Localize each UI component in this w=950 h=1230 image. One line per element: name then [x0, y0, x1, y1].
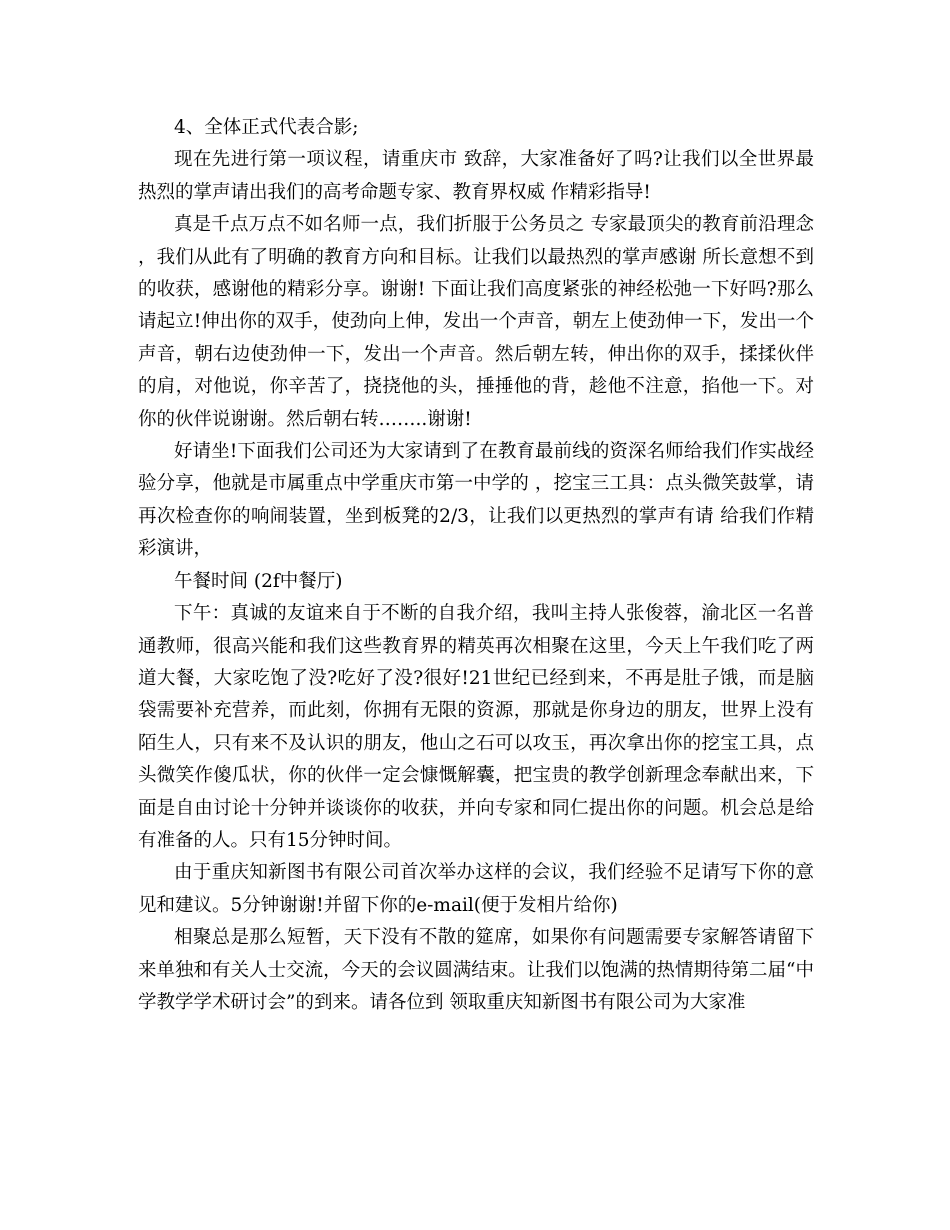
document-body — [138, 112, 814, 1019]
paragraph-afternoon-introduction: 下午：真诚的友谊来自于不断的自我介绍，我叫主持人张俊蓉，渝北区一名普通教师，很高兴能和我们这些教育界的精英再次相聚在这里，今天上午我们吃了两道大餐，大家吃饱了没?吃好了没?很好!21世纪已经到来，不再是肚子饿，而是脑袋需要补充营养，而此刻，你拥有无限的资源，那就是你身边的朋友，世界上没有陌生人，只有来不及认识的朋友，他山之石可以攻玉，再次拿出你的挖宝工具，点头微笑作傻瓜状，你的伙伴一定会慷慨解囊，把宝贵的教学创新理念奉献出来，下面是自由讨论十分钟并谈谈你的收获，并向专家和同仁提出你的问题。机会总是给有准备的人。只有15分钟时间。 — [138, 603, 814, 851]
paragraph-teacher-sharing: 好请坐!下面我们公司还为大家请到了在教育最前线的资深名师给我们作实战经验分享，他就是市属重点中学重庆市第一中学的 ，挖宝三工具：点头微笑鼓掌，请再次检查你的响闹装置，坐到板凳的2/3，让我们以更热烈的掌声有请 给我们作精彩演讲， — [138, 441, 814, 560]
paragraph-thanks-and-stretch: 真是千点万点不如名师一点，我们折服于公务员之 专家最顶尖的教育前沿理念，我们从此有了明确的教育方向和目标。让我们以最热烈的掌声感谢 所长意想不到的收获，感谢他的精彩分享。谢谢! 下面让我们高度紧张的神经松弛一下好吗?那么请起立!伸出你的双手，使劲向上伸，发出一个声音，朝左上使劲伸一下，发出一个声音，朝右边使劲伸一下，发出一个声音。然后朝左转，伸出你的双手，揉揉伙伴的肩，对他说，你辛苦了，挠挠他的头，捶捶他的背，趁他不注意，掐他一下。对你的伙伴说谢谢。然后朝右转……..谢谢! — [138, 214, 814, 430]
agenda-item-group-photo: 4、全体正式代表合影; — [174, 117, 359, 138]
lunch-time-line: 午餐时间 (2f中餐厅) — [174, 570, 343, 592]
paragraph-feedback-request: 由于重庆知新图书有限公司首次举办这样的会议，我们经验不足请写下你的意见和建议。5分钟谢谢!并留下你的e-mail(便于发相片给你) — [138, 862, 814, 916]
paragraph-first-agenda: 现在先进行第一项议程，请重庆市 致辞，大家准备好了吗?让我们以全世界最热烈的掌声请出我们的高考命题专家、教育界权威 作精彩指导! — [138, 149, 814, 203]
paragraph-closing: 相聚总是那么短暂，天下没有不散的筵席，如果你有问题需要专家解答请留下来单独和有关人士交流，今天的会议圆满结束。让我们以饱满的热情期待第二届“中学教学学术研讨会”的到来。请各位到 领取重庆知新图书有限公司为大家准 — [138, 927, 814, 1013]
